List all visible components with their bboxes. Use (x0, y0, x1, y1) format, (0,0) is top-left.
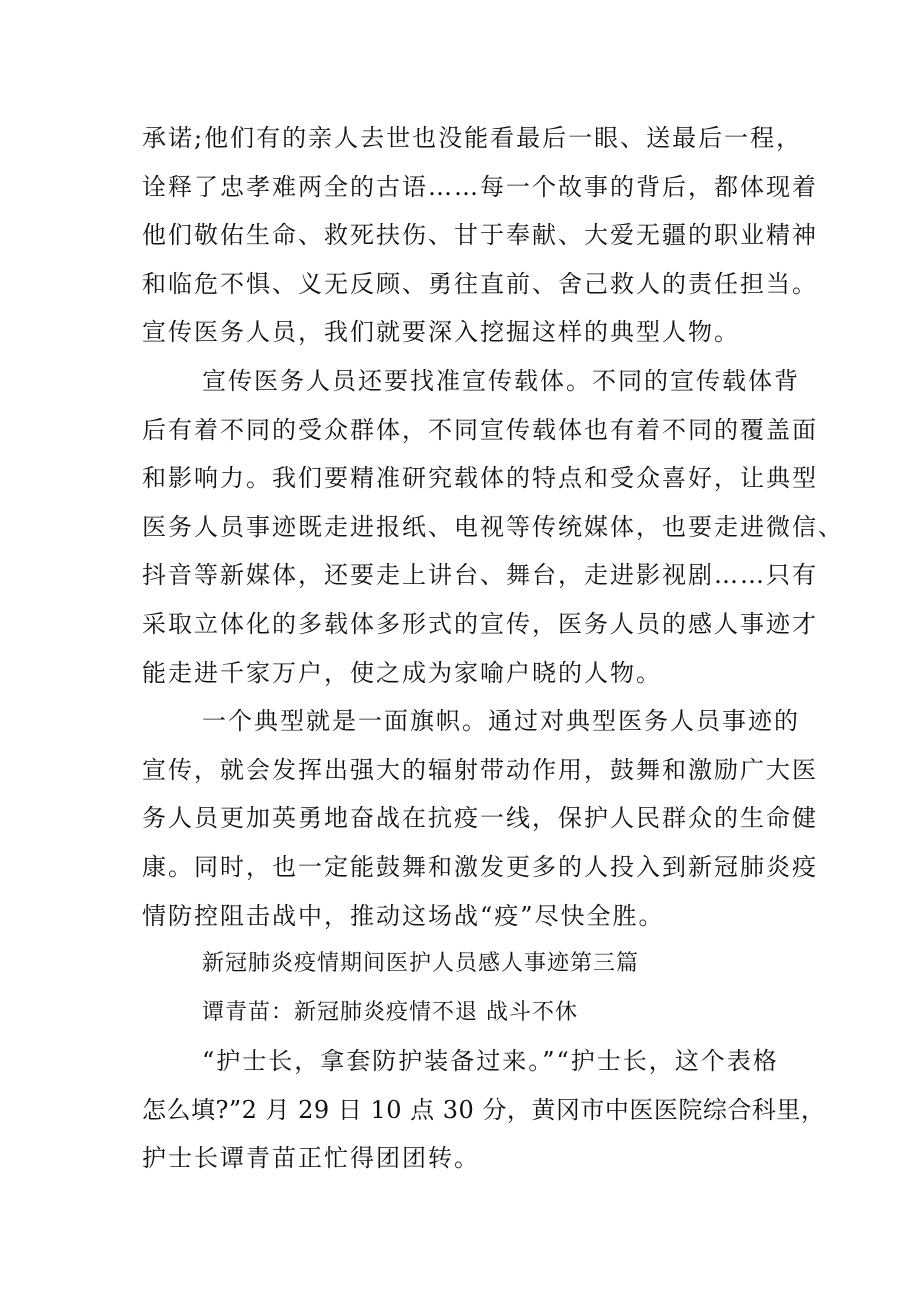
text-line: 他们敬佑生命、救死扶伤、甘于奉献、大爱无疆的职业精神 (142, 221, 818, 250)
text-line: 宣传医务人员还要找准宣传载体。不同的宣传载体背 (202, 366, 800, 395)
paragraph-nurse-story (142, 1037, 826, 1183)
text-line: 承诺;他们有的亲人去世也没能看最后一眼、送最后一程， (142, 124, 803, 152)
text-line: 宣传，就会发挥出强大的辐射带动作用，鼓舞和激励广大医 (142, 755, 818, 784)
paragraph-banner (142, 697, 818, 940)
text-line: 和影响力。我们要精准研究载体的特点和受众喜好，让典型 (142, 464, 818, 493)
text-line: 情防控阻击战中，推动这场战“疫”尽快全胜。 (142, 901, 665, 930)
text-line: 医务人员事迹既走进报纸、电视等传统媒体，也要走进微信、 (142, 512, 844, 541)
section-title: 新冠肺炎疫情期间医护人员感人事迹第三篇 (202, 951, 640, 977)
paragraph-continuation (142, 114, 818, 357)
text-line: 务人员更加英勇地奋战在抗疫一线，保护人民群众的生命健 (142, 804, 818, 833)
text-line: 后有着不同的受众群体，不同宣传载体也有着不同的覆盖面 (142, 415, 818, 444)
text-line: 和临危不惧、义无反顾、勇往直前、舍己救人的责任担当。 (142, 269, 818, 298)
text-line: 采取立体化的多载体多形式的宣传，医务人员的感人事迹才 (142, 609, 818, 638)
text-line: 一个典型就是一面旗帜。通过对典型医务人员事迹的 (202, 707, 800, 736)
article-title: 谭青苗：新冠肺炎疫情不退 战斗不休 (202, 999, 578, 1025)
text-line: 能走进千家万户，使之成为家喻户晓的人物。 (142, 658, 662, 687)
text-line: 护士长谭青苗正忙得团团转。 (142, 1144, 480, 1173)
text-line: 宣传医务人员，我们就要深入挖掘这样的典型人物。 (142, 318, 740, 347)
document-body (142, 114, 844, 1183)
text-line: 诠释了忠孝难两全的古语……每一个故事的背后，都体现着 (142, 172, 818, 201)
text-line: “护士长，拿套防护装备过来。”“护士长，这个表格 (202, 1047, 779, 1076)
text-line: 怎么填?”2 月 29 日 10 点 30 分，黄冈市中医医院综合科里， (142, 1095, 826, 1124)
paragraph-media-carriers (142, 357, 844, 697)
text-line: 抖音等新媒体，还要走上讲台、舞台，走进影视剧……只有 (142, 561, 818, 590)
text-line: 康。同时，也一定能鼓舞和激发更多的人投入到新冠肺炎疫 (142, 852, 818, 881)
